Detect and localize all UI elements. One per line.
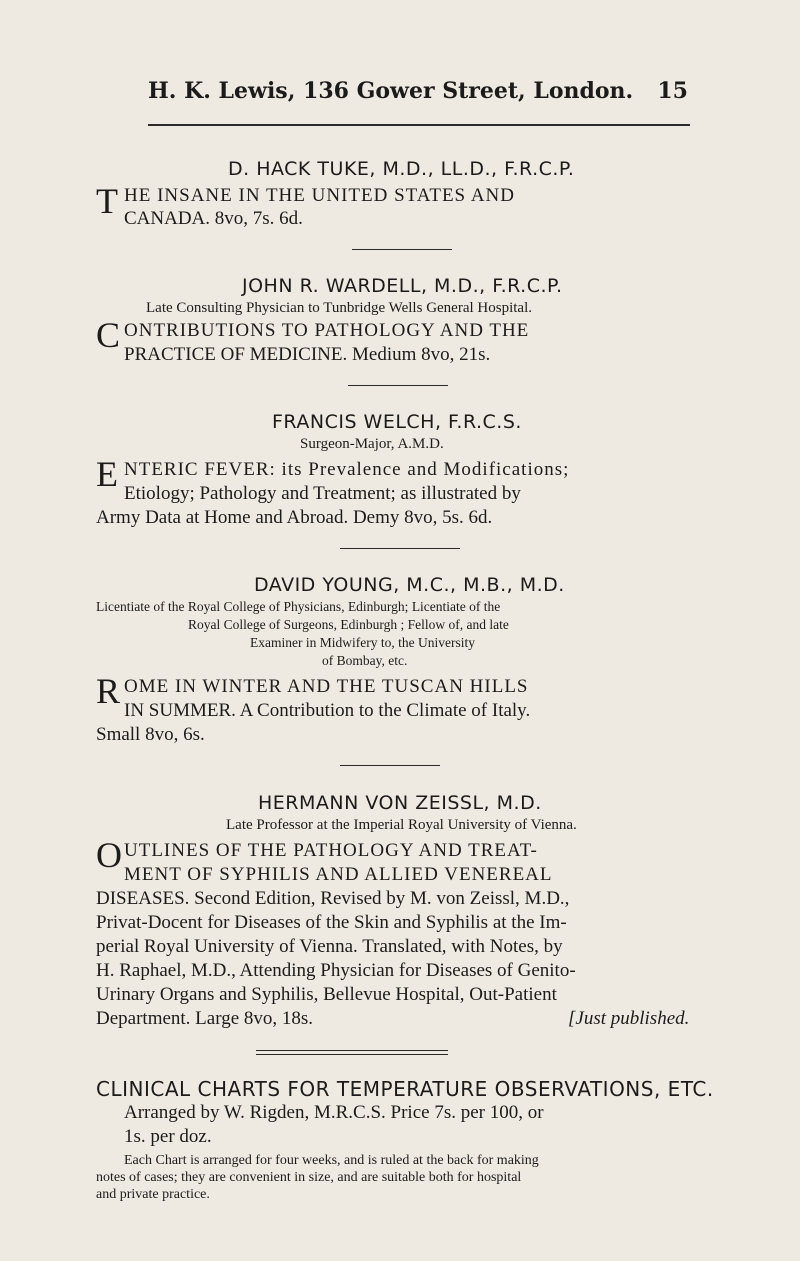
publisher-address: H. K. Lewis, 136 Gower Street, London.: [148, 78, 634, 104]
book-title-line: UTLINES OF THE PATHOLOGY AND TREAT-: [124, 840, 538, 861]
page-number: 15: [657, 78, 688, 104]
section-divider: [256, 1050, 448, 1051]
author-young: DAVID YOUNG, M.C., M.B., M.D.: [254, 574, 565, 596]
section-divider: [352, 249, 452, 250]
section-divider: [256, 1054, 448, 1055]
author-credential: Royal College of Surgeons, Edinburgh ; Fellow of, and late: [188, 617, 509, 632]
author-credential: Examiner in Midwifery to, the University: [250, 635, 475, 650]
author-welch: FRANCIS WELCH, F.R.C.S.: [272, 411, 522, 433]
dropcap-r: R: [96, 671, 121, 711]
book-title-line: HE INSANE IN THE UNITED STATES AND: [124, 185, 515, 206]
book-description-line: DISEASES. Second Edition, Revised by M. von Zeissl, M.D.,: [96, 888, 570, 909]
chart-note-line: and private practice.: [96, 1187, 210, 1202]
author-wardell: JOHN R. WARDELL, M.D., F.R.C.P.: [242, 275, 563, 297]
author-credential: Surgeon-Major, A.M.D.: [300, 436, 444, 452]
book-description-line: 1s. per doz.: [124, 1126, 212, 1147]
section-divider: [340, 765, 440, 766]
book-description-line: Department. Large 8vo, 18s.: [96, 1008, 314, 1029]
book-title-line: PRACTICE OF MEDICINE. Medium 8vo, 21s.: [124, 344, 491, 365]
publication-status: [Just published.: [568, 1008, 690, 1029]
chart-note-line: Each Chart is arranged for four weeks, and is ruled at the back for making: [124, 1153, 539, 1168]
book-title-line: OME IN WINTER AND THE TUSCAN HILLS: [124, 676, 529, 697]
book-description-line: Privat-Docent for Diseases of the Skin and Syphilis at the Im-: [96, 912, 567, 933]
author-credential: Late Consulting Physician to Tunbridge Wells General Hospital.: [146, 300, 532, 316]
section-divider: [348, 385, 448, 386]
header-rule: [148, 124, 690, 126]
book-title-line: IN SUMMER. A Contribution to the Climate of Italy.: [124, 700, 531, 721]
section-divider: [340, 548, 460, 549]
dropcap-t: T: [96, 181, 118, 221]
book-title-line: CANADA. 8vo, 7s. 6d.: [124, 208, 303, 229]
author-credential: Licentiate of the Royal College of Physicians, Edinburgh; Licentiate of the: [96, 599, 501, 614]
book-description-line: Urinary Organs and Syphilis, Bellevue Hospital, Out-Patient: [96, 984, 557, 1005]
book-description-line: perial Royal University of Vienna. Translated, with Notes, by: [96, 936, 563, 957]
author-credential: Late Professor at the Imperial Royal University of Vienna.: [226, 817, 577, 833]
author-tuke: D. HACK TUKE, M.D., LL.D., F.R.C.P.: [228, 158, 575, 180]
clinical-charts-heading: CLINICAL CHARTS FOR TEMPERATURE OBSERVATIONS, ETC.: [96, 1077, 714, 1101]
author-credential: of Bombay, etc.: [322, 653, 408, 668]
book-title-line: MENT OF SYPHILIS AND ALLIED VENEREAL: [124, 864, 553, 885]
book-description-line: Arranged by W. Rigden, M.R.C.S. Price 7s. per 100, or: [124, 1102, 544, 1123]
dropcap-e: E: [96, 454, 118, 494]
author-zeissl: HERMANN VON ZEISSL, M.D.: [258, 792, 542, 814]
book-description-line: H. Raphael, M.D., Attending Physician for Diseases of Genito-: [96, 960, 576, 981]
book-title-line: NTERIC FEVER: its Prevalence and Modifications;: [124, 459, 570, 480]
book-title-line: ONTRIBUTIONS TO PATHOLOGY AND THE: [124, 320, 530, 341]
book-description-line: Etiology; Pathology and Treatment; as illustrated by: [124, 483, 521, 504]
dropcap-o: O: [96, 835, 122, 875]
book-description-line: Small 8vo, 6s.: [96, 724, 205, 745]
dropcap-c: C: [96, 315, 121, 355]
chart-note-line: notes of cases; they are convenient in size, and are suitable both for hospital: [96, 1170, 522, 1185]
book-description-line: Army Data at Home and Abroad. Demy 8vo, 5s. 6d.: [96, 507, 493, 528]
